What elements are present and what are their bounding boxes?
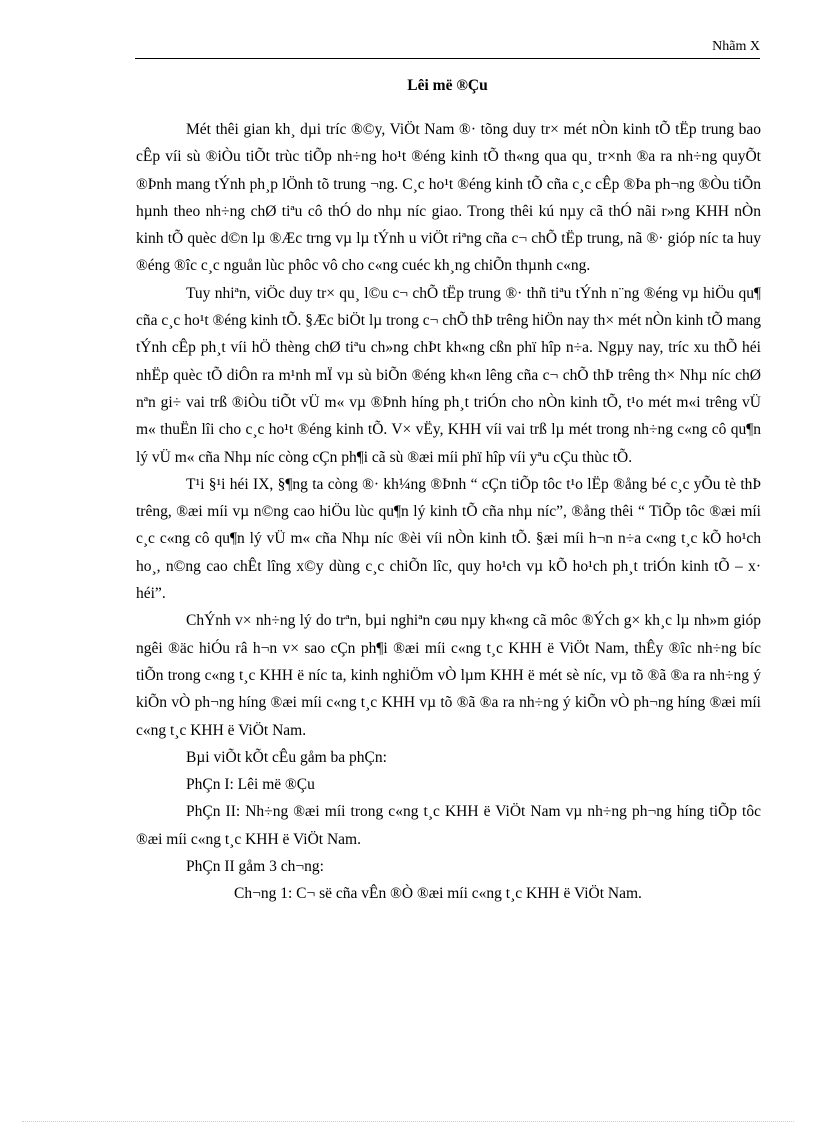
document-body [136, 116, 761, 908]
document-title: Lêi më ®Çu [407, 77, 488, 94]
paragraph-part-2-chapters: PhÇn II gåm 3 ch¬ng: [186, 858, 324, 876]
paragraph-intro-2: Tuy nhiªn, viÖc duy tr× qu¸ l©u c¬ chÕ tËp trung ®· thñ tiªu tÝnh n¨ng ®éng vµ hiÖu qu¶ cña c¸c ho¹t ®éng kinh tÕ. §Æc biÖt lµ trong c¬ chÕ thÞ trêng hiÖn nay th× mét nÒn kinh tÕ mang tÝnh cÊp ph¸t víi hÖ thèng chØ tiªu ch»ng chÞt kh«ng cßn phï hîp n÷a. Ngµy nay, tríc xu thÕ héi nhËp quèc tÕ diÔn ra m¹nh mÏ vµ sù biÕn ®éng kh«n lêng cña c¬ chÕ thÞ trêng th× Nhµ níc chØ nªn gi÷ vai trß ®iÒu tiÕt vÜ m« vµ ®Þnh híng ph¸t triÓn cho nÒn kinh tÕ, t¹o mét m«i trêng vÜ m« thuËn lîi cho c¸c ho¹t ®éng kinh tÕ. V× vËy, KHH víi vai trß lµ mét trong nh÷ng c«ng cô qu¶n lý vÜ m« cña Nhµ níc còng cÇn ph¶i cã sù ®æi míi phï hîp víi yªu cÇu thùc tÕ. [136, 284, 761, 466]
paragraph-intro-1: Mét thêi gian kh¸ dµi tríc ®©y, ViÖt Nam ®· tõng duy tr× mét nÒn kinh tÕ tËp trung bao cÊp víi sù ®iÒu tiÕt trùc tiÕp nh÷ng ho¹t ®éng kinh tÕ th«ng qua qu¸ tr×nh ®a ra nh÷ng quyÕt ®Þnh mang tÝnh ph¸p lÖnh tõ trung ¬ng. C¸c ho¹t ®éng kinh tÕ cña c¸c cÊp ®Þa ph¬ng ®Òu tiÕn hµnh theo nh÷ng chØ tiªu cô thÓ do nhµ níc giao. Trong thêi kú nµy cã thÓ nãi r»ng KHH nÒn kinh tÕ quèc d©n lµ ®Æc trng vµ lµ tÝnh u viÖt riªng cña c¬ chÕ tËp trung, nã ®· gióp níc ta huy ®éng ®îc c¸c nguån lùc phôc vô cho c«ng cuéc kh¸ng chiÕn thµnh c«ng. [136, 121, 761, 275]
paragraph-chapter-1: Ch¬ng 1: C¬ së cña vÊn ®Ò ®æi míi c«ng t¸c KHH ë ViÖt Nam. [234, 885, 642, 903]
paragraph-part-2: PhÇn II: Nh÷ng ®æi míi trong c«ng t¸c KHH ë ViÖt Nam vµ nh÷ng ph¬ng híng tiÕp tôc ®æi míi c«ng t¸c KHH ë ViÖt Nam. [136, 803, 761, 848]
page-bottom-rule [22, 1121, 794, 1122]
header-group-label: Nhãm X [712, 39, 760, 54]
paragraph-intro-4: ChÝnh v× nh÷ng lý do trªn, bµi nghiªn cøu nµy kh«ng cã môc ®Ých g× kh¸c lµ nh»m gióp ngêi ®äc hiÓu râ h¬n v× sao cÇn ph¶i ®æi míi c«ng t¸c KHH ë ViÖt Nam, thÊy ®îc nh÷ng bíc tiÕn trong c«ng t¸c KHH ë níc ta, kinh nghiÖm vÒ lµm KHH ë mét sè níc, vµ tõ ®ã ®a ra nh÷ng ý kiÕn vÒ ph¬ng híng ®æi míi c«ng t¸c KHH vµ tõ ®ã ®a ra nh÷ng ý kiÕn vÒ ph¬ng híng ®æi míi c«ng t¸c KHH ë ViÖt Nam. [136, 612, 761, 739]
paragraph-intro-3: T¹i §¹i héi IX, §¶ng ta còng ®· kh¼ng ®Þnh “ cÇn tiÕp tôc t¹o lËp ®ång bé c¸c yÕu tè thÞ trêng, ®æi míi vµ n©ng cao hiÖu lùc qu¶n lý kinh tÕ cña nhµ níc”, ®ång thêi “ TiÕp tôc ®æi míi c¸c c«ng cô qu¶n lý vÜ m« cña Nhµ níc ®èi víi nÒn kinh tÕ. §æi míi h¬n n÷a c«ng t¸c kÕ ho¹ch ho¸, n©ng cao chÊt lîng x©y dùng c¸c chiÕn lîc, quy ho¹ch vµ kÕ ho¹ch ph¸t triÓn kinh tÕ – x· héi”. [136, 475, 761, 603]
paragraph-structure: Bµi viÕt kÕt cÊu gåm ba phÇn: [186, 748, 387, 766]
paragraph-part-1: PhÇn I: Lêi më ®Çu [186, 776, 315, 794]
page-header [135, 38, 760, 59]
